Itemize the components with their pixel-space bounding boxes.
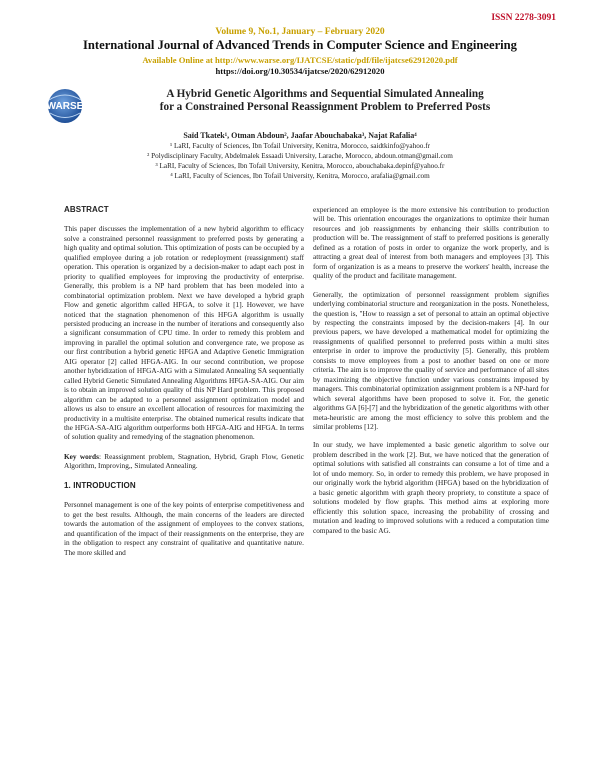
- journal-title: International Journal of Advanced Trends in Computer Science and Engineering: [83, 38, 517, 52]
- abstract-heading: ABSTRACT: [64, 205, 109, 214]
- keywords: [64, 452, 304, 471]
- affiliation-4: ⁴ LaRI, Faculty of Sciences, Ibn Tofail University, Kenitra, Morocco, arafalia@gmail.com: [170, 172, 430, 180]
- online-url[interactable]: Available Online at http://www.warse.org/IJATCSE/static/pdf/file/ijatcse62912020.pdf: [142, 55, 458, 65]
- intro-heading: 1. INTRODUCTION: [64, 480, 136, 490]
- right-column: [313, 205, 549, 535]
- right-paragraph-1: experienced an employee is the more extensive his contribution to production will be. This orientation encourages the organizations to optimize their human resources and job reassignments by enhancing their skills contribution to production will be. The reassignment of staff to preferred positions is generally defined as a rotation of posts in order to organize the work properly, and is attracting a great deal of interest from both managers and employees [3]. This form of organization is as a means to preserve the workers' health, increase the quality of the product and facilitate management.: [313, 205, 549, 281]
- paper-title: [100, 88, 550, 114]
- abstract-text: This paper discusses the implementation of a new hybrid algorithm to efficacy solve a constrained personnel reassignment to preferred posts by generating a high quality and optimal solution. This optimization of posts can be occupied by a qualified employee during a job rotation or redeployment (reassignment) staff operation. This operation is organized by a decision-maker to adapt each post in priority to qualified employees for improving the productivity of enterprise. Generally, this problem is a NP hard problem that has been modeled into a combinatorial optimization problem. Next we have developed a hybrid graph Flow and genetic algorithm called HFGA, to solve it [1]. However, we have noticed that the stagnation phenomenon of this HFGA algorithm is usually persisted producing an increase in the number of iterations and consequently also a significant consummation of CPU time. In order to remedy this problem and improving in parallel the optimal solution and convergence rate, we propose as our first contribution a hybrid genetic HFGA and Adaptive Genetic Immigration AIG operator [2] called HFGA-AIG. In our second contribution, we propose another hybridization of HFGA-AIG with a Simulated Annealing SA sequentially called Hybrid Genetic Simulated Annealing Algorithms HFGA-SA-AIG. Our aim is to obtain an improved solution quality of this NP Hard problem. This proposed algorithm can be adapted to a personnel assignment optimization model and allows us also to ensure an excellent allocation of resources for maximizing the productivity in a multisite enterprise. The obtained numerical results indicate that the HFGA-SA-AIG algorithm outperforms both HFGA-AIG and HFGA. In terms of solution quality and remedying of the stagnation phenomenon.: [64, 224, 304, 442]
- affiliation-3: ³ LaRI, Faculty of Sciences, Ibn Tofail University, Kenitra, Morocco, abouchabaka.depinf@yahoo.fr: [155, 162, 445, 170]
- issn-label: ISSN 2278-3091: [491, 13, 556, 23]
- title-line-1: A Hybrid Genetic Algorithms and Sequential Simulated Annealing: [166, 88, 484, 100]
- keywords-text: : Reassignment problem, Stagnation, Hybrid, Graph Flow, Genetic Algorithm, Improving,, Simulated Annealing.: [64, 451, 304, 471]
- author-list: Saïd Tkatek¹, Otman Abdoun², Jaafar Abouchabaka³, Najat Rafalia⁴: [183, 131, 417, 140]
- doi-link[interactable]: https://doi.org/10.30534/ijatcse/2020/62912020: [215, 66, 385, 76]
- title-line-2: for a Constrained Personal Reassignment Problem to Preferred Posts: [159, 101, 491, 113]
- intro-text: Personnel management is one of the key points of enterprise competitiveness and to get the best results. Although, the main concerns of the leaders are directed towards the automation of the assignment of employees to the convex stations, and quantification of the impact of their reassignments on the enterprise, they are in the obligation to respect any constraint of qualitative and quantitative nature. The more skilled and: [64, 500, 304, 557]
- affiliation-1: ¹ LaRI, Faculty of Sciences, Ibn Tofail University, Kenitra, Morocco, saidtkinfo@yahoo.fr: [170, 142, 430, 150]
- warse-logo: [40, 86, 90, 126]
- keywords-label: Key words: [64, 451, 99, 461]
- right-paragraph-2: Generally, the optimization of personnel reassignment problem signifies underlying combinatorial structure and reorganization in the posts. Nonetheless, the question is, "How to reassign a set of personal to attain an optimal objective by respecting the constraints imposed by the decision-makers [4]. In our previous papers, we have developed a mathematical model for optimizing the reassignments of qualified personnel to preferred posts within a multi sites enterprise in order to improve the productivity [5]. Generally, this problem consists to move employees from a post to another based on one or more criteria. The aim is to improve the quality of service and performance of all sites by maximizing the objective function under various constraints imposed by managers. This combinatorial optimization assignment problem is a NP-hard for which several algorithms have been proposed to solve it. For, the genetic algorithms GA [6]-[7] and the hybridization of the genetic algorithms with other meta-heuristic are among the most efficiency to solve this problem and the similar problems [12].: [313, 289, 549, 431]
- left-column: [64, 205, 304, 557]
- affiliation-2: ² Polydisciplinary Faculty, Abdelmalek Essaadi University, Larache, Morocco, abdoun.otman@gmail.com: [147, 152, 453, 160]
- logo-text: WARSE: [46, 101, 84, 112]
- volume-info: Volume 9, No.1, January – February 2020: [215, 27, 385, 37]
- right-paragraph-3: In our study, we have implemented a basic genetic algorithm to solve our problem described in the work [2]. But, we have noticed that the generation of optimal solutions with satisfied all constraints can consume a lot of time and a lot of undo memory. So, in order to remedy this problem, we have proposed in our originally work the hybrid algorithm (HFGA) based on the hybridization of a basic genetic algorithm with graph theory propriety, to constitute a space of solutions modeled by flow graphs. This method aims at exploring more efficiently this solution space, increasing the probability of crossing and mutation and leading to improved solutions with a reduced a computation time compared to the basic AG.: [313, 440, 549, 535]
